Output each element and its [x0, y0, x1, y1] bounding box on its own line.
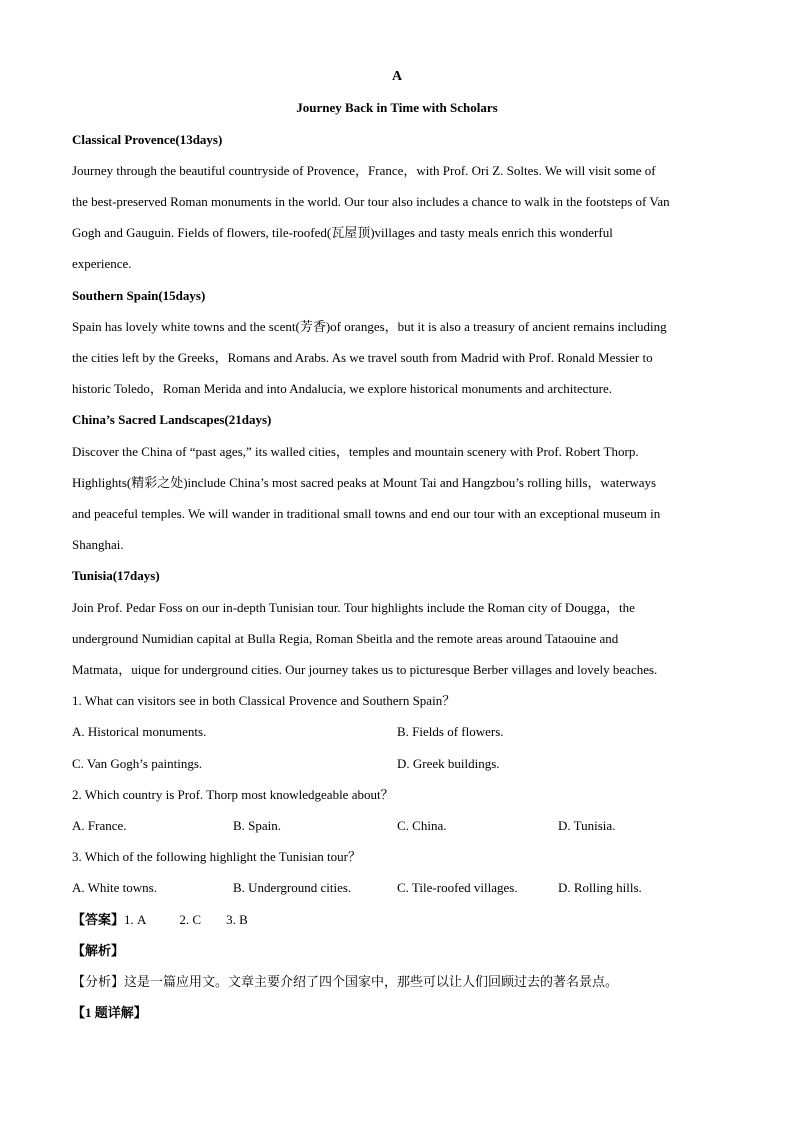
q3-option-d: D. Rolling hills. [558, 880, 642, 895]
paragraph-line: Discover the China of “past ages,” its walled cities，temples and mountain scenery with Prof. Robert Thorp. [72, 444, 639, 459]
q1-option-d: D. Greek buildings. [397, 756, 500, 771]
paragraph-line: Gogh and Gauguin. Fields of flowers, tile-roofed(瓦屋顶)villages and tasty meals enrich this wonderful [72, 225, 613, 240]
detail-label-q1: 【1 题详解】 [72, 1005, 147, 1020]
paragraph-line: Matmata，uique for underground cities. Our journey takes us to picturesque Berber villages and lovely beaches. [72, 662, 658, 677]
q3-option-c: C. Tile-roofed villages. [397, 880, 518, 895]
q2-option-b: B. Spain. [233, 818, 282, 833]
analysis-summary: 【分析】这是一篇应用文。文章主要介绍了四个国家中，那些可以让人们回顾过去的著名景点。 [72, 974, 619, 989]
paragraph-line: and peaceful temples. We will wander in traditional small towns and end our tour with an exceptional museum in [72, 506, 661, 521]
answer-item-1: 1. A [124, 912, 147, 927]
paragraph-line: historic Toledo，Roman Merida and into Andalucia, we explore historical monuments and architecture. [72, 381, 613, 396]
q3-option-b: B. Underground cities. [233, 880, 352, 895]
q1-option-b: B. Fields of flowers. [397, 724, 504, 739]
analysis-label: 【解析】 [72, 943, 125, 958]
passage-title: Journey Back in Time with Scholars [296, 100, 498, 115]
q1-option-c: C. Van Gogh’s paintings. [72, 756, 203, 771]
section-heading-provence: Classical Provence(13days) [72, 132, 223, 147]
paragraph-line: Join Prof. Pedar Foss on our in-depth Tunisian tour. Tour highlights include the Roman city of Dougga，the [72, 600, 635, 615]
paragraph-line: Shanghai. [72, 537, 124, 552]
answer-label: 【答案】 [72, 912, 125, 927]
paragraph-line: the best-preserved Roman monuments in the world. Our tour also includes a chance to walk in the footsteps of Van [72, 194, 670, 209]
section-letter: A [391, 69, 403, 84]
q2-option-d: D. Tunisia. [558, 818, 616, 833]
answer-line [72, 912, 248, 928]
question-stem-3: 3. Which of the following highlight the Tunisian tour？ [72, 849, 362, 864]
answer-item-3: 3. B [226, 912, 248, 927]
q2-option-a: A. France. [72, 818, 127, 833]
paragraph-line: experience. [72, 256, 132, 271]
paragraph-line: Journey through the beautiful countryside of Provence，France，with Prof. Ori Z. Soltes. We will visit some of [72, 163, 656, 178]
paragraph-line: underground Numidian capital at Bulla Regia, Roman Sbeitla and the remote areas around Tataouine and [72, 631, 619, 646]
paragraph-line: the cities left by the Greeks，Romans and Arabs. As we travel south from Madrid with Prof. Ronald Messier to [72, 350, 653, 365]
question-stem-1: 1. What can visitors see in both Classical Provence and Southern Spain？ [72, 693, 456, 708]
paragraph-line: Highlights(精彩之处)include China’s most sacred peaks at Mount Tai and Hangzbou’s rolling hills，waterways [72, 475, 657, 490]
section-heading-china: China’s Sacred Landscapes(21days) [72, 412, 272, 427]
section-heading-spain: Southern Spain(15days) [72, 288, 206, 303]
q2-option-c: C. China. [397, 818, 447, 833]
q3-option-a: A. White towns. [72, 880, 157, 895]
question-stem-2: 2. Which country is Prof. Thorp most knowledgeable about？ [72, 787, 394, 802]
section-heading-tunisia: Tunisia(17days) [72, 568, 160, 583]
q1-option-a: A. Historical monuments. [72, 724, 207, 739]
answer-item-2: 2. C [179, 912, 202, 927]
paragraph-line: Spain has lovely white towns and the scent(芳香)of oranges，but it is also a treasury of ancient remains including [72, 319, 667, 334]
